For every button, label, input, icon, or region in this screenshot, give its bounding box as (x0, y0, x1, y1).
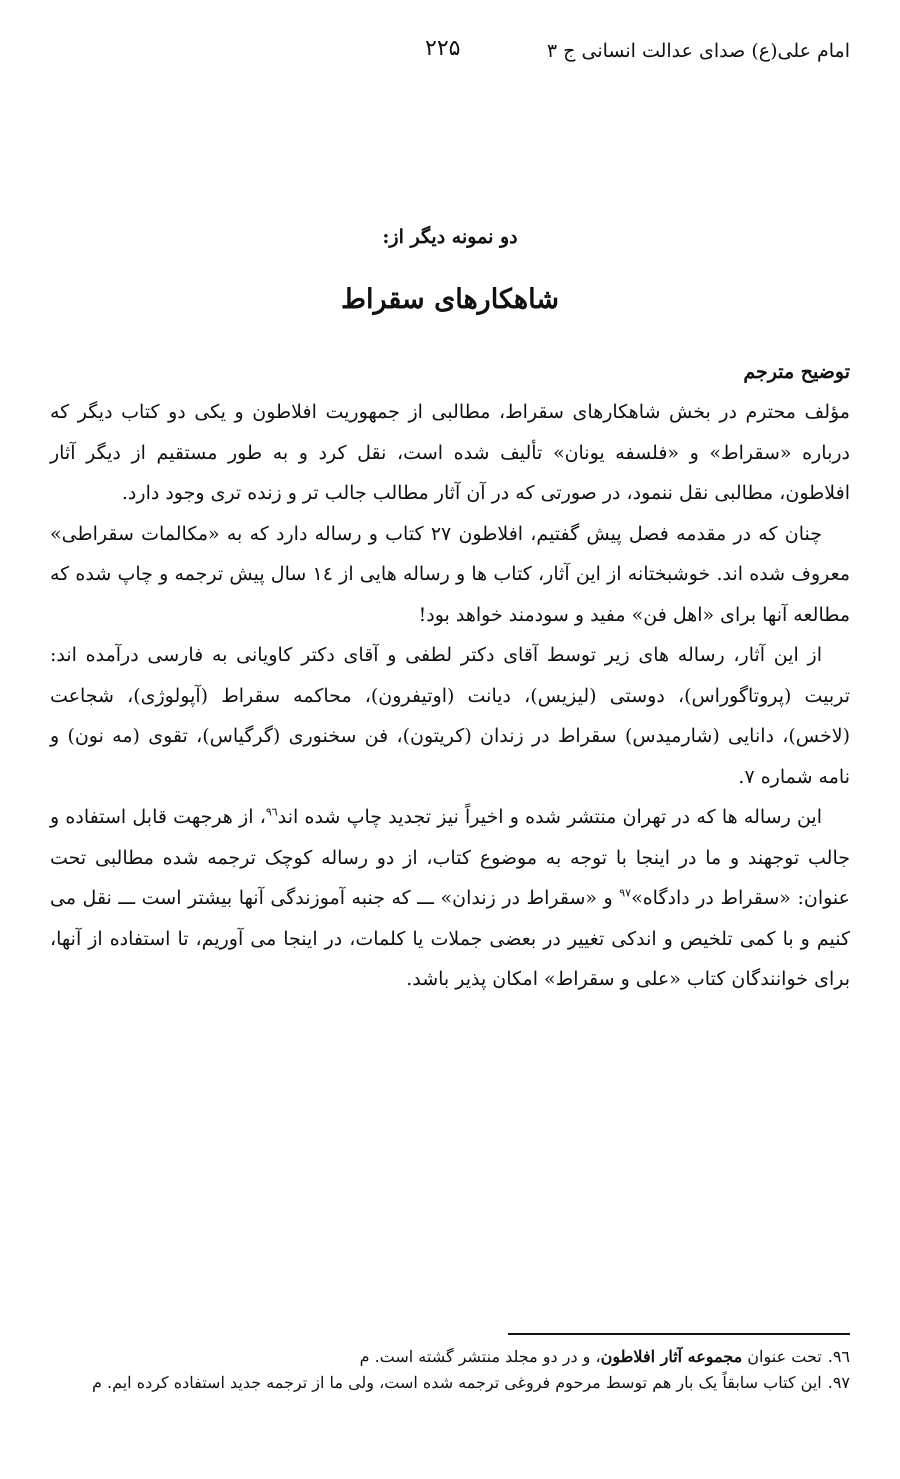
footnote-96-text-1: تحت عنوان (742, 1347, 822, 1366)
footnote-96-bold-title: مجموعه آثار افلاطون (600, 1347, 743, 1366)
paragraph-4-part-3: و «سقراط در زندان» ـــ که جنبه آموزندگی آنها بیشتر است ـــ نقل می کنیم و با کمی تلخیص و اندکی تغییر در بعضی جملات یا کلمات، در اینجا می آوریم، تا استفاده از آنها، برای خوانندگان کتاب «علی و سقراط» امکان پذیر باشد. (50, 887, 850, 990)
footnote-ref-96[interactable]: ۹٦ (265, 805, 278, 819)
footnote-divider (508, 1333, 850, 1335)
body-text (50, 352, 850, 1000)
footnote-97 (50, 1370, 850, 1396)
footnote-97-number: ۹۷. (827, 1373, 850, 1392)
section-title: شاهکارهای سقراط (341, 284, 559, 315)
paragraph-2: چنان که در مقدمه فصل پیش گفتیم، افلاطون ۲۷ کتاب و رساله دارد که به «مکالمات سقراطی» معروف شده اند. خوشبختانه از این آثار، کتاب ها و رساله هایی از ۱٤ سال پیش ترجمه و چاپ شده که مطالعه آنها برای «اهل فن» مفید و سودمند خواهد بود! (50, 522, 850, 626)
translator-note-heading: توضیح مترجم (743, 361, 850, 383)
footnotes (50, 1344, 850, 1396)
footnote-ref-97[interactable]: ۹۷ (619, 886, 632, 900)
footnote-96-number: ۹٦. (827, 1347, 850, 1366)
paragraph-4-part-2: ، از هرجهت قابل استفاده و جالب توجهند و ما در اینجا با توجه به موضوع کتاب، از دو رساله کوچک ترجمه شده مطالبی تحت عنوان: «سقراط در دادگاه» (50, 806, 850, 909)
footnote-97-text: این کتاب سابقاً یک بار هم توسط مرحوم فروغی ترجمه شده است، ولی ما از ترجمه جدید استفاده کرده ایم. م (91, 1373, 822, 1392)
paragraph-4-part-1: این رساله ها که در تهران منتشر شده و اخیراً نیز تجدید چاپ شده اند (277, 806, 823, 828)
footnote-96-text-2: ، و در دو مجلد منتشر گشته است. م (359, 1347, 601, 1366)
page-number: ۲۲۵ (425, 36, 461, 61)
paragraph-1: مؤلف محترم در بخش شاهکارهای سقراط، مطالبی از جمهوریت افلاطون و یکی دو کتاب دیگر که درباره «سقراط» و «فلسفه یونان» تألیف شده است، نقل کرد و به طور مستقیم از دیگر آثار افلاطون، مطالبی نقل ننمود، در صورتی که در آن آثار مطالب جالب تر و زنده تری وجود دارد. (50, 401, 850, 504)
section-subtitle: دو نمونه دیگر از: (382, 226, 518, 248)
footnote-96 (50, 1344, 850, 1370)
paragraph-3: از این آثار، رساله های زیر توسط آقای دکتر لطفی و آقای دکتر کاویانی به فارسی درآمده اند: تربیت (پروتاگوراس)، دوستی (لیزیس)، دیانت (اوتیفرون)، محاکمه سقراط (آپولوژی)، شجاعت (لاخس)، دانایی (شارمیدس) سقراط در زندان (کریتون)، فن سخنوری (گرگیاس)، تقوی (مه نون) و نامه شماره ۷. (50, 644, 850, 788)
paragraph-4 (50, 797, 850, 1000)
running-header (50, 36, 850, 72)
book-title: امام علی(ع) صدای عدالت انسانی ج ۳ (546, 40, 850, 62)
